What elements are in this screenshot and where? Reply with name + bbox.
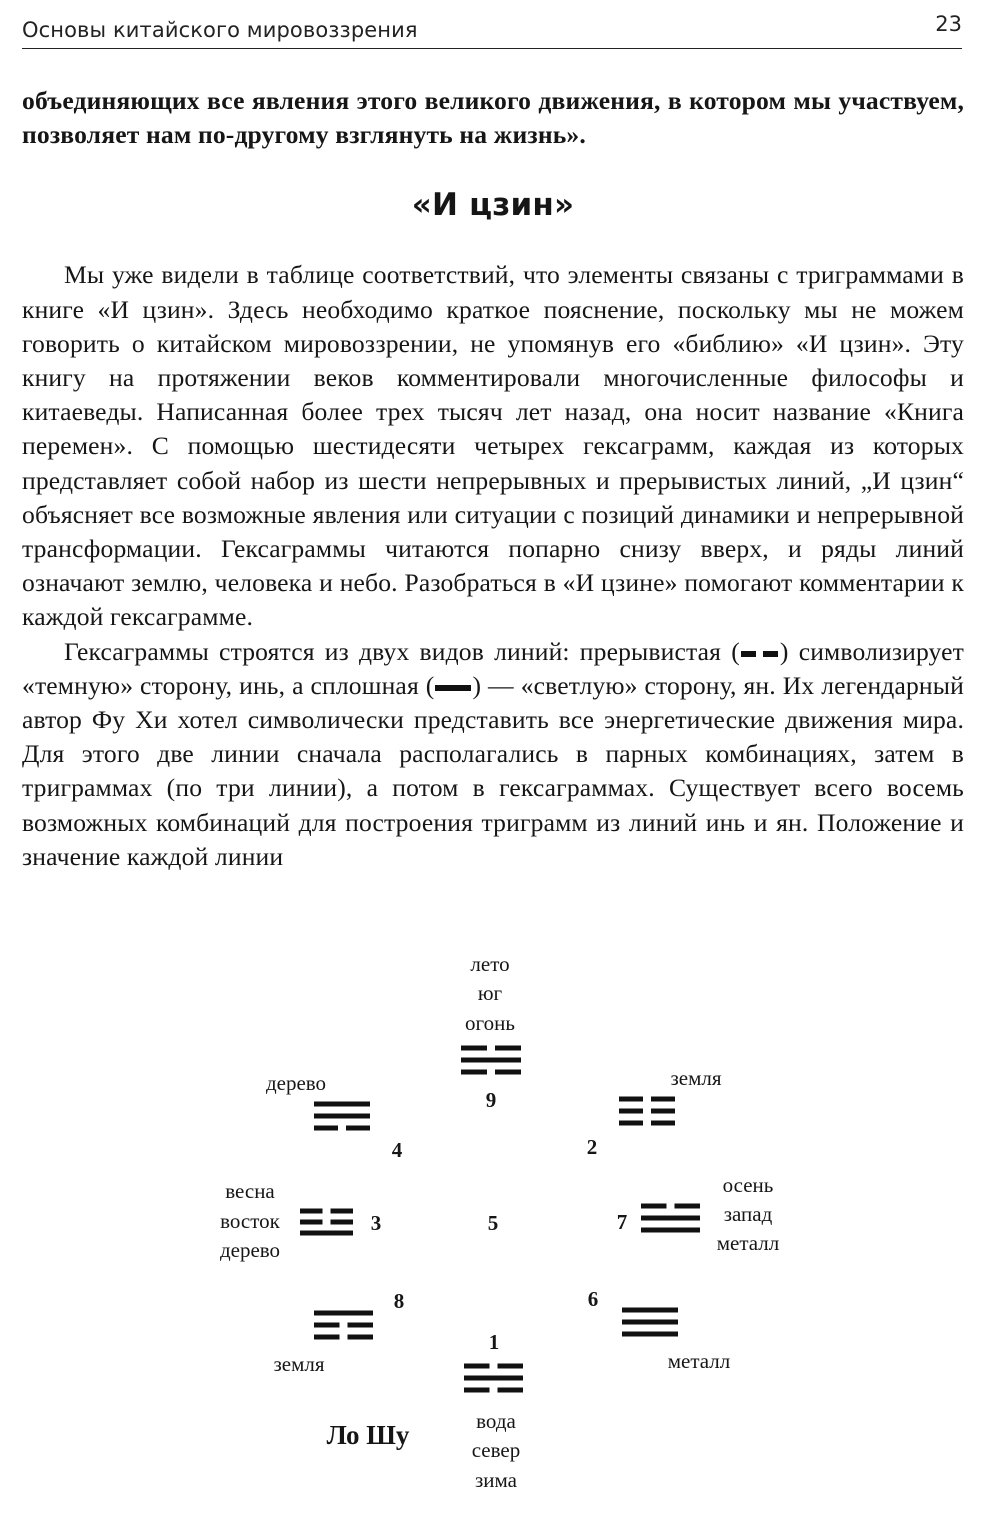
number-center: 5: [487, 1211, 499, 1235]
number-metal-west: 7: [616, 1210, 628, 1234]
running-title: Основы китайского мировоззрения: [22, 18, 418, 42]
lo-shu-diagram: [0, 930, 1000, 1520]
paragraph-2-part-a: Гексаграммы строятся из двух видов линий: прерывистая (: [64, 636, 740, 666]
label-wood-east-1: восток: [220, 1209, 280, 1233]
section-title: «И цзин»: [411, 187, 575, 224]
running-header: [22, 14, 962, 49]
lo-shu-svg: [0, 930, 1000, 1520]
page-number: 23: [935, 12, 962, 36]
continued-paragraph: объединяющих все явления этого великого движения, в котором мы участвуем, позволяет нам по-другому взглянуть на жизнь».: [22, 86, 964, 150]
trigram-water: [464, 1330, 523, 1492]
label-earth-ne-0: земля: [273, 1352, 325, 1376]
trigram-wood-se: [266, 1071, 403, 1162]
number-fire: 9: [485, 1088, 497, 1112]
trigram-metal-nw-lines: [622, 1310, 678, 1334]
number-metal-nw: 6: [587, 1287, 599, 1311]
number-earth-ne: 8: [393, 1289, 405, 1313]
paragraph-2-part-b: ) символизирует «темную» сторону, инь, а сплошная (: [22, 636, 965, 700]
label-metal-nw-0: металл: [667, 1349, 731, 1373]
label-fire-2: огонь: [465, 1011, 515, 1035]
label-wood-east-0: весна: [225, 1179, 275, 1203]
label-wood-east-2: дерево: [219, 1238, 281, 1262]
trigram-wood-east: [220, 1179, 381, 1262]
trigram-fire-lines: [461, 1048, 521, 1072]
label-earth-sw-0: земля: [670, 1066, 722, 1090]
trigram-wood-east-lines: [300, 1211, 353, 1233]
trigram-metal-nw: [588, 1287, 731, 1373]
label-metal-west-0: осень: [722, 1173, 774, 1197]
label-water-1: север: [471, 1438, 521, 1462]
trigram-fire: [461, 952, 521, 1112]
paragraph-1: Мы уже видели в таблице соответствий, что элементы связаны с триграммами в книге «И цзин». Здесь необходимо краткое пояснение, поскольку мы не можем говорить о китайском мировоззрении, не упомянув его «библию» «И цзин». Эту книгу на протяжении веков комментировали многочисленные философы и китаеведы. Написанная более трех тысяч лет назад, она носит название «Книга перемен». С помощью шестидесяти четырех гексаграмм, каждая из которых представляет собой набор из шести непрерывных и прерывистых линий, „И цзин“ объясняет все возможные явления или ситуации с позиций динамики и непрерывной трансформации. Гексаграммы читаются попарно снизу вверх, и ряды линий означают землю, человека и небо. Разобраться в «И цзине» помогают комментарии к каждой гексаграмме.: [22, 260, 964, 632]
label-metal-west-2: металл: [716, 1231, 780, 1255]
label-fire-1: юг: [477, 981, 503, 1005]
broken-line-symbol: [740, 647, 780, 661]
trigram-metal-west-lines: [641, 1206, 700, 1230]
label-metal-west-1: запад: [723, 1202, 773, 1226]
center: [488, 1211, 499, 1235]
diagram-title: Ло Шу: [326, 1420, 410, 1450]
body-text: [22, 84, 964, 874]
label-water-0: вода: [476, 1409, 516, 1433]
number-wood-se: 4: [391, 1138, 403, 1162]
label-wood-se-0: дерево: [265, 1071, 327, 1095]
trigram-earth-ne-lines: [314, 1313, 373, 1337]
solid-line-symbol: [434, 681, 472, 695]
trigram-earth-sw: [587, 1066, 722, 1159]
paragraph-2: [22, 635, 964, 874]
label-fire-0: лето: [470, 952, 510, 976]
trigram-earth-sw-lines: [619, 1099, 675, 1123]
trigram-water-lines: [464, 1366, 523, 1390]
label-water-2: зима: [475, 1468, 517, 1492]
trigram-wood-se-lines: [314, 1104, 370, 1128]
trigram-earth-ne: [273, 1289, 404, 1376]
number-earth-sw: 2: [586, 1135, 598, 1159]
paragraph-2-part-c: ) — «светлую» сторону, ян. Их легендарный автор Фу Хи хотел символически представить все энергетические движения мира. Для этого две линии сначала располагались в парных комбинациях, затем в триграммах (по три линии), а потом в гексаграммах. Существует всего восемь возможных комбинаций для построения триграмм из линий инь и ян. Положение и значение каждой линии: [22, 670, 964, 871]
number-water: 1: [488, 1330, 500, 1354]
number-wood-east: 3: [370, 1211, 382, 1235]
trigram-metal-west: [617, 1173, 780, 1255]
